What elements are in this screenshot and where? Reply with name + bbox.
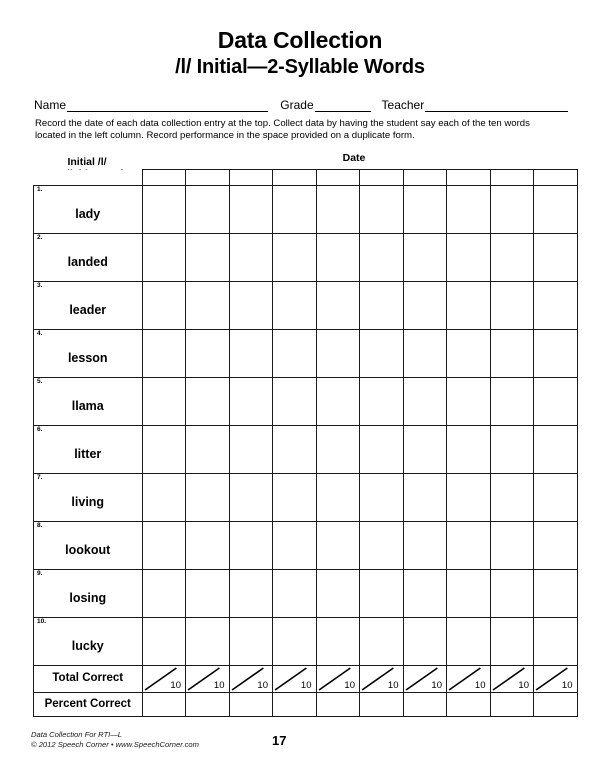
row-index: 9.: [37, 570, 43, 577]
word-label: lesson: [67, 351, 108, 365]
score-cell-r5-c10[interactable]: [534, 378, 578, 426]
table-row: [34, 426, 578, 474]
total-correct-cell-4[interactable]: [273, 666, 317, 693]
total-correct-cell-10[interactable]: [534, 666, 578, 693]
score-cell-r4-c9[interactable]: [490, 330, 534, 378]
total-correct-label: Total Correct: [34, 666, 143, 693]
date-cell-6[interactable]: [360, 170, 404, 186]
score-cell-r5-c7[interactable]: [403, 378, 447, 426]
table-row: [34, 570, 578, 618]
score-cell-r7-c9[interactable]: [490, 474, 534, 522]
table-row: [34, 522, 578, 570]
table-row: [34, 186, 578, 234]
score-cell-r1-c3[interactable]: [229, 186, 273, 234]
score-cell-r1-c6[interactable]: [360, 186, 404, 234]
score-cell-r4-c1[interactable]: [142, 330, 186, 378]
percent-correct-cell-3[interactable]: [229, 693, 273, 717]
percent-correct-cell-7[interactable]: [403, 693, 447, 717]
word-cell: [34, 186, 143, 234]
word-label: losing: [69, 591, 107, 605]
score-cell-r5-c9[interactable]: [490, 378, 534, 426]
score-cell-r8-c3[interactable]: [229, 522, 273, 570]
word-cell: [34, 234, 143, 282]
score-cell-r2-c4[interactable]: [273, 234, 317, 282]
word-label: lady: [75, 207, 101, 221]
word-cell: [34, 570, 143, 618]
score-cell-r1-c1[interactable]: [142, 186, 186, 234]
table-row: [34, 234, 578, 282]
word-cell: [34, 282, 143, 330]
score-cell-r1-c7[interactable]: [403, 186, 447, 234]
date-cell-7[interactable]: [403, 170, 447, 186]
percent-correct-cell-10[interactable]: [534, 693, 578, 717]
percent-correct-cell-5[interactable]: [316, 693, 360, 717]
score-cell-r4-c6[interactable]: [360, 330, 404, 378]
score-cell-r5-c2[interactable]: [186, 378, 230, 426]
row-index: 6.: [37, 426, 43, 433]
word-column-header-line1: Initial /l/: [67, 156, 107, 168]
score-cell-r6-c7[interactable]: [403, 426, 447, 474]
score-cell-r4-c4[interactable]: [273, 330, 317, 378]
score-cell-r7-c6[interactable]: [360, 474, 404, 522]
score-cell-r1-c10[interactable]: [534, 186, 578, 234]
score-cell-r3-c6[interactable]: [360, 282, 404, 330]
footer-credit: [31, 730, 199, 749]
score-cell-r3-c3[interactable]: [229, 282, 273, 330]
date-cell-10[interactable]: [534, 170, 578, 186]
score-cell-r3-c4[interactable]: [273, 282, 317, 330]
total-correct-cell-8[interactable]: [447, 666, 491, 693]
score-cell-r8-c5[interactable]: [316, 522, 360, 570]
score-cell-r7-c7[interactable]: [403, 474, 447, 522]
name-input[interactable]: [67, 99, 268, 112]
score-cell-r9-c2[interactable]: [186, 570, 230, 618]
percent-correct-cell-6[interactable]: [360, 693, 404, 717]
score-cell-r6-c5[interactable]: [316, 426, 360, 474]
date-cell-8[interactable]: [447, 170, 491, 186]
page-title: [0, 0, 600, 80]
total-correct-cell-9[interactable]: [490, 666, 534, 693]
date-cell-4[interactable]: [273, 170, 317, 186]
score-cell-r5-c8[interactable]: [447, 378, 491, 426]
score-cell-r2-c1[interactable]: [142, 234, 186, 282]
score-cell-r1-c8[interactable]: [447, 186, 491, 234]
total-correct-cell-1[interactable]: [142, 666, 186, 693]
date-entry-row: [34, 170, 578, 186]
total-denominator: 10: [474, 680, 486, 691]
word-label: litter: [74, 447, 102, 461]
score-cell-r8-c7[interactable]: [403, 522, 447, 570]
score-cell-r9-c8[interactable]: [447, 570, 491, 618]
table-row: [34, 282, 578, 330]
percent-correct-cell-9[interactable]: [490, 693, 534, 717]
score-cell-r6-c4[interactable]: [273, 426, 317, 474]
score-cell-r5-c1[interactable]: [142, 378, 186, 426]
row-index: 7.: [37, 474, 43, 481]
score-cell-r1-c2[interactable]: [186, 186, 230, 234]
score-cell-r10-c4[interactable]: [273, 618, 317, 666]
score-cell-r6-c9[interactable]: [490, 426, 534, 474]
date-cell-1[interactable]: [142, 170, 186, 186]
data-collection-table: [33, 169, 578, 717]
footer-line-2: © 2012 Speech Corner • www.SpeechCorner.com: [31, 739, 199, 749]
score-cell-r4-c2[interactable]: [186, 330, 230, 378]
score-cell-r3-c2[interactable]: [186, 282, 230, 330]
score-cell-r6-c10[interactable]: [534, 426, 578, 474]
score-cell-r6-c3[interactable]: [229, 426, 273, 474]
score-cell-r2-c3[interactable]: [229, 234, 273, 282]
row-index: 3.: [37, 282, 43, 289]
score-cell-r7-c1[interactable]: [142, 474, 186, 522]
score-cell-r10-c6[interactable]: [360, 618, 404, 666]
score-cell-r4-c3[interactable]: [229, 330, 273, 378]
word-cell: [34, 618, 143, 666]
score-cell-r10-c3[interactable]: [229, 618, 273, 666]
row-index: 8.: [37, 522, 43, 529]
score-cell-r2-c9[interactable]: [490, 234, 534, 282]
footer-line-1: Data Collection For RTI—L: [31, 730, 123, 739]
score-cell-r5-c5[interactable]: [316, 378, 360, 426]
percent-correct-row: [34, 693, 578, 717]
score-cell-r2-c6[interactable]: [360, 234, 404, 282]
score-cell-r5-c6[interactable]: [360, 378, 404, 426]
score-cell-r7-c8[interactable]: [447, 474, 491, 522]
date-cell-3[interactable]: [229, 170, 273, 186]
score-cell-r9-c1[interactable]: [142, 570, 186, 618]
title-main: Data Collection: [217, 27, 383, 53]
score-cell-r10-c7[interactable]: [403, 618, 447, 666]
word-cell: [34, 378, 143, 426]
score-cell-r2-c7[interactable]: [403, 234, 447, 282]
word-label: lookout: [65, 543, 111, 557]
score-cell-r1-c9[interactable]: [490, 186, 534, 234]
word-label: llama: [71, 399, 104, 413]
score-cell-r6-c6[interactable]: [360, 426, 404, 474]
word-cell: [34, 426, 143, 474]
word-label: leader: [69, 303, 107, 317]
score-cell-r9-c6[interactable]: [360, 570, 404, 618]
date-cell-5[interactable]: [316, 170, 360, 186]
score-cell-r8-c8[interactable]: [447, 522, 491, 570]
total-correct-cell-3[interactable]: [229, 666, 273, 693]
row-index: 5.: [37, 378, 43, 385]
row-index: 1.: [37, 186, 43, 193]
instructions-text: Record the date of each data collection entry at the top. Collect data by having the student say each of the ten words located in the left column. Record performance in the space provided on a duplicate form.: [35, 118, 530, 142]
total-denominator: 10: [518, 680, 529, 691]
table-row: [34, 378, 578, 426]
score-cell-r9-c7[interactable]: [403, 570, 447, 618]
score-cell-r8-c10[interactable]: [534, 522, 578, 570]
score-cell-r9-c10[interactable]: [534, 570, 578, 618]
score-cell-r8-c4[interactable]: [273, 522, 317, 570]
table-row: [34, 474, 578, 522]
total-correct-cell-5[interactable]: [316, 666, 360, 693]
score-cell-r9-c5[interactable]: [316, 570, 360, 618]
total-correct-cell-2[interactable]: [186, 666, 230, 693]
date-cell-2[interactable]: [186, 170, 230, 186]
score-cell-r3-c1[interactable]: [142, 282, 186, 330]
score-cell-r10-c1[interactable]: [142, 618, 186, 666]
total-correct-row: [34, 666, 578, 693]
score-cell-r4-c5[interactable]: [316, 330, 360, 378]
score-cell-r5-c3[interactable]: [229, 378, 273, 426]
score-cell-r4-c8[interactable]: [447, 330, 491, 378]
score-cell-r1-c4[interactable]: [273, 186, 317, 234]
score-cell-r9-c4[interactable]: [273, 570, 317, 618]
total-correct-cell-7[interactable]: [403, 666, 447, 693]
header-spacer-cell: [34, 170, 143, 186]
score-cell-r8-c6[interactable]: [360, 522, 404, 570]
score-cell-r2-c2[interactable]: [186, 234, 230, 282]
date-header-label: Date: [342, 152, 366, 164]
score-cell-r2-c8[interactable]: [447, 234, 491, 282]
score-cell-r8-c9[interactable]: [490, 522, 534, 570]
score-cell-r3-c5[interactable]: [316, 282, 360, 330]
total-denominator: 10: [431, 680, 442, 691]
score-cell-r10-c8[interactable]: [447, 618, 491, 666]
row-index: 2.: [37, 234, 43, 241]
score-cell-r6-c1[interactable]: [142, 426, 186, 474]
percent-correct-cell-2[interactable]: [186, 693, 230, 717]
word-label: landed: [67, 255, 108, 269]
score-cell-r2-c5[interactable]: [316, 234, 360, 282]
percent-correct-cell-1[interactable]: [142, 693, 186, 717]
teacher-input[interactable]: [425, 99, 568, 112]
score-cell-r7-c3[interactable]: [229, 474, 273, 522]
row-index: 10.: [37, 618, 47, 625]
score-cell-r8-c1[interactable]: [142, 522, 186, 570]
score-cell-r3-c8[interactable]: [447, 282, 491, 330]
teacher-label: Teacher: [381, 98, 425, 112]
percent-correct-label: Percent Correct: [34, 693, 143, 717]
score-cell-r7-c4[interactable]: [273, 474, 317, 522]
total-denominator: 10: [300, 680, 312, 691]
word-cell: [34, 474, 143, 522]
total-denominator: 10: [344, 680, 355, 691]
score-cell-r5-c4[interactable]: [273, 378, 317, 426]
table-row: [34, 618, 578, 666]
score-cell-r4-c10[interactable]: [534, 330, 578, 378]
percent-correct-cell-4[interactable]: [273, 693, 317, 717]
grade-input[interactable]: [315, 99, 371, 112]
score-cell-r10-c9[interactable]: [490, 618, 534, 666]
name-label: Name: [34, 98, 67, 112]
total-denominator: 10: [170, 680, 181, 691]
total-denominator: 10: [213, 680, 225, 691]
score-cell-r3-c9[interactable]: [490, 282, 534, 330]
score-cell-r4-c7[interactable]: [403, 330, 447, 378]
percent-correct-cell-8[interactable]: [447, 693, 491, 717]
score-cell-r10-c10[interactable]: [534, 618, 578, 666]
row-index: 4.: [37, 330, 43, 337]
score-cell-r6-c2[interactable]: [186, 426, 230, 474]
score-cell-r1-c5[interactable]: [316, 186, 360, 234]
score-cell-r10-c2[interactable]: [186, 618, 230, 666]
table-body: [34, 170, 578, 717]
score-cell-r9-c9[interactable]: [490, 570, 534, 618]
word-cell: [34, 330, 143, 378]
date-cell-9[interactable]: [490, 170, 534, 186]
word-label: lucky: [71, 639, 104, 653]
total-denominator: 10: [387, 680, 399, 691]
score-cell-r7-c5[interactable]: [316, 474, 360, 522]
page-number: 17: [272, 733, 287, 748]
score-cell-r7-c2[interactable]: [186, 474, 230, 522]
score-cell-r9-c3[interactable]: [229, 570, 273, 618]
score-cell-r10-c5[interactable]: [316, 618, 360, 666]
score-cell-r8-c2[interactable]: [186, 522, 230, 570]
score-cell-r3-c7[interactable]: [403, 282, 447, 330]
student-info-line: [34, 94, 568, 112]
total-denominator: 10: [257, 680, 268, 691]
score-cell-r7-c10[interactable]: [534, 474, 578, 522]
total-correct-cell-6[interactable]: [360, 666, 404, 693]
word-label: living: [71, 495, 105, 509]
score-cell-r2-c10[interactable]: [534, 234, 578, 282]
table-row: [34, 330, 578, 378]
grade-label: Grade: [280, 98, 314, 112]
score-cell-r6-c8[interactable]: [447, 426, 491, 474]
total-denominator: 10: [561, 680, 573, 691]
word-cell: [34, 522, 143, 570]
title-subtitle: /l/ Initial—2-Syllable Words: [175, 56, 425, 79]
score-cell-r3-c10[interactable]: [534, 282, 578, 330]
